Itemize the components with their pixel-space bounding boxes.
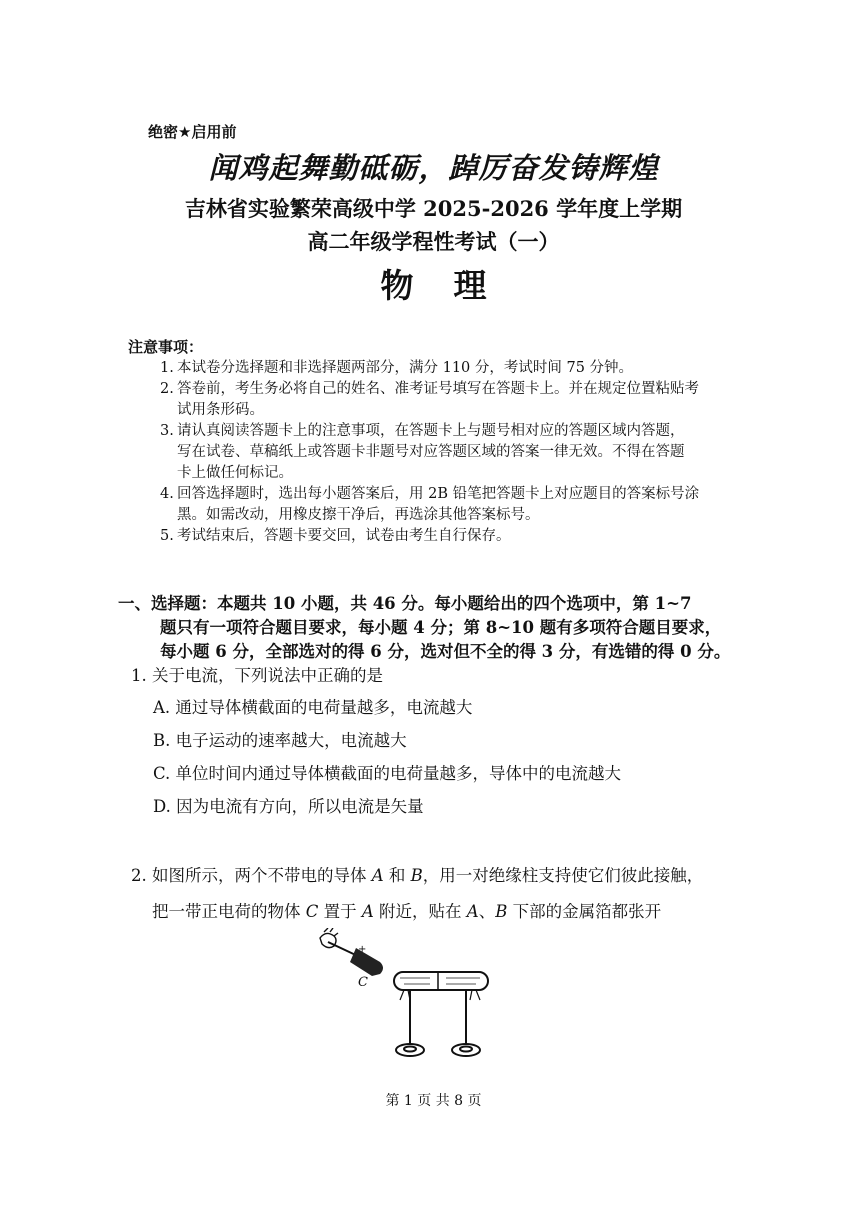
charged-rod bbox=[328, 942, 383, 976]
note-text: 考试结束后，答题卡要交回，试卷由考生自行保存。 bbox=[177, 528, 511, 544]
var-c: C bbox=[305, 902, 319, 921]
q2-line-1 bbox=[131, 858, 751, 894]
q2-text: 和 bbox=[383, 866, 411, 885]
note-text: 本试卷分选择题和非选择题两部分，满分 110 分，考试时间 75 分钟。 bbox=[177, 360, 634, 376]
q2-text: 附近，贴在 bbox=[373, 902, 467, 921]
note-text-cont: 卡上做任何标记。 bbox=[177, 465, 293, 481]
section-heading bbox=[118, 592, 758, 664]
var-a: A bbox=[371, 866, 384, 885]
var-a: A bbox=[361, 902, 374, 921]
confidential-mark: 绝密★启用前 bbox=[148, 123, 237, 141]
note-text-cont: 试用条形码。 bbox=[177, 402, 264, 418]
q2-text: 2. 如图所示，两个不带电的导体 bbox=[131, 866, 372, 885]
q1-option-d: D. 因为电流有方向，所以电流是矢量 bbox=[153, 797, 424, 816]
exam-title: 高二年级学程性考试（一） bbox=[307, 229, 560, 254]
conductor-figure bbox=[312, 928, 502, 1072]
q1-option-a: A. 通过导体横截面的电荷量越多，电流越大 bbox=[153, 698, 473, 717]
note-num: 4. bbox=[160, 486, 174, 502]
var-b: B bbox=[410, 866, 423, 885]
note-text-cont: 写在试卷、草稿纸上或答题卡非题号对应答题区域的答案一律无效。不得在答题 bbox=[177, 444, 685, 460]
svg-text:+: + bbox=[358, 944, 367, 955]
question-2-stem bbox=[131, 858, 751, 930]
q2-text: ，用一对绝缘柱支持使它们彼此接触， bbox=[422, 866, 704, 885]
q1-option-c: C. 单位时间内通过导体横截面的电荷量越多，导体中的电流越大 bbox=[153, 764, 622, 783]
notes-title: 注意事项： bbox=[128, 338, 204, 356]
note-text: 请认真阅读答题卡上的注意事项，在答题卡上与题号相对应的答题区域内答题， bbox=[177, 423, 685, 439]
q2-text: 把一带正电荷的物体 bbox=[152, 902, 306, 921]
note-text: 回答选择题时，选出每小题答案后，用 2B 铅笔把答题卡上对应题目的答案标号涂 bbox=[177, 486, 700, 502]
note-num: 1. bbox=[160, 360, 174, 376]
notes-list bbox=[160, 358, 750, 547]
note-text: 答卷前，考生务必将自己的姓名、准考证号填写在答题卡上。并在规定位置粘贴考 bbox=[177, 381, 699, 397]
section-line-1: 一、选择题：本题共 10 小题，共 46 分。每小题给出的四个选项中，第 1~7 bbox=[118, 594, 692, 613]
school-title: 吉林省实验繁荣高级中学 2025-2026 学年度上学期 bbox=[184, 196, 683, 221]
note-item-4 bbox=[160, 484, 750, 526]
question-1-stem: 1. 关于电流，下列说法中正确的是 bbox=[131, 666, 383, 685]
note-num: 3. bbox=[160, 423, 174, 439]
note-item-5 bbox=[160, 526, 750, 547]
insulating-stands bbox=[396, 990, 480, 1056]
figure-svg bbox=[312, 928, 502, 1068]
note-item-2 bbox=[160, 379, 750, 421]
section-line-2: 题只有一项符合题目要求，每小题 4 分；第 8~10 题有多项符合题目要求， bbox=[160, 618, 722, 637]
note-item-1 bbox=[160, 358, 750, 379]
q2-text: 、 bbox=[478, 902, 496, 921]
q1-option-b: B. 电子运动的速率越大，电流越大 bbox=[153, 731, 407, 750]
var-b: B bbox=[495, 902, 508, 921]
q2-text: 下部的金属箔都张开 bbox=[507, 902, 662, 921]
q2-line-2 bbox=[131, 894, 751, 930]
note-item-3 bbox=[160, 421, 750, 484]
section-line-3: 每小题 6 分，全部选对的得 6 分，选对但不全的得 3 分，有选错的得 0 分。 bbox=[160, 642, 731, 661]
q2-text: 置于 bbox=[318, 902, 362, 921]
motto-calligraphy: 闻鸡起舞勤砥砺，踔厉奋发铸辉煌 bbox=[208, 151, 659, 185]
subject-title: 物理 bbox=[380, 266, 527, 305]
note-num: 2. bbox=[160, 381, 174, 397]
conductor-ab bbox=[394, 972, 488, 1000]
note-text-cont: 黑。如需改动，用橡皮擦干净后，再选涂其他答案标号。 bbox=[177, 507, 540, 523]
note-num: 5. bbox=[160, 528, 174, 544]
page-footer: 第 1 页 共 8 页 bbox=[385, 1093, 482, 1109]
var-a: A bbox=[466, 902, 479, 921]
label-c: C bbox=[358, 975, 368, 990]
